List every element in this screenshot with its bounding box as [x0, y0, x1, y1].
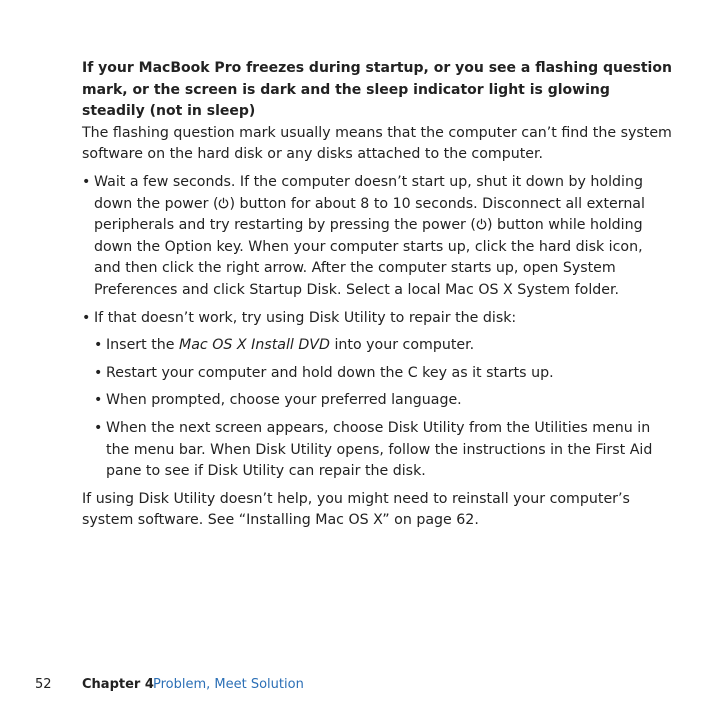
list-item: [82, 172, 672, 302]
page-content: [82, 58, 672, 532]
intro-paragraph: The flashing question mark usually means that the computer can’t find the system software on the hard disk or any disks attached to the computer.: [82, 124, 672, 163]
chapter-title: Problem, Meet Solution: [153, 677, 304, 692]
power-icon: [218, 197, 229, 209]
instruction-list: [82, 172, 672, 483]
step-text: Insert the: [106, 337, 179, 354]
power-icon: [476, 218, 487, 230]
bullet-text-part: ) button while holding down the Option key. When your computer starts up, click the hard disk icon, and then click the right arrow. After the computer starts up, open System Preferences and click Startup Disk. Select a local Mac OS X System folder.: [94, 217, 643, 298]
page-number: 52: [35, 677, 52, 692]
bullet-text: If that doesn’t work, try using Disk Utility to repair the disk:: [94, 309, 517, 326]
list-item: • When the next screen appears, choose Disk Utility from the Utilities menu in the menu bar. When Disk Utility opens, follow the instructions in the First Aid pane to see if Disk Utility can repair the disk.: [94, 418, 672, 483]
list-item: • When prompted, choose your preferred language.: [94, 390, 672, 412]
bullet-text-part: ) button for about 8 to 10 seconds. Disconnect all external peripherals and try restarting by pressing the power (: [94, 195, 645, 234]
section-heading: If your MacBook Pro freezes during startup, or you see a flashing question mark, or the screen is dark and the sleep indicator light is glowing steadily (not in sleep): [82, 60, 672, 120]
dvd-name: Mac OS X Install DVD: [179, 337, 330, 354]
disk-utility-steps: [94, 335, 672, 483]
closing-paragraph: If using Disk Utility doesn’t help, you might need to reinstall your computer’s system software. See “Installing Mac OS X” on page 62.: [82, 490, 630, 529]
bullet-text-part: Wait a few seconds. If the computer doesn’t start up, shut it down by holding down the power (: [94, 173, 643, 212]
list-item: [82, 308, 672, 483]
list-item: [94, 335, 672, 357]
list-item: • Restart your computer and hold down the C key as it starts up.: [94, 363, 672, 385]
step-text: into your computer.: [329, 337, 475, 354]
chapter-label: Chapter 4: [82, 677, 154, 692]
